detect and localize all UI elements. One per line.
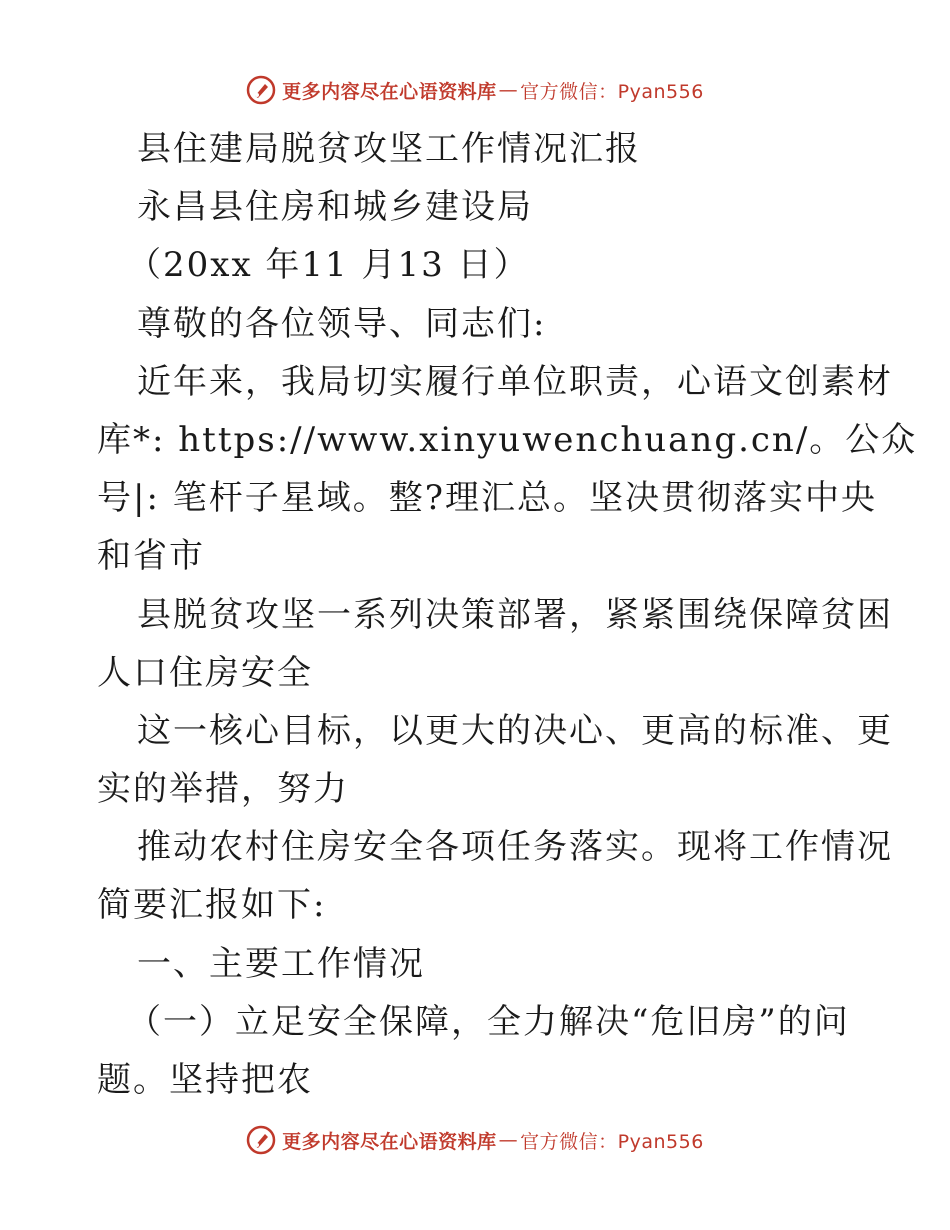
- paragraph-line: 实的举措，努力: [97, 769, 349, 810]
- paragraph-line: 和省市: [97, 536, 205, 577]
- header-watermark-banner: [0, 70, 950, 110]
- salutation: 尊敬的各位领导、同志们:: [137, 303, 547, 344]
- pen-nib-logo-icon: [246, 1125, 276, 1155]
- paragraph-line: 近年来，我局切实履行单位职责，心语文创素材: [137, 361, 893, 402]
- banner-dash: —: [498, 79, 519, 101]
- document-date: （20xx 年11 月13 日）: [127, 245, 530, 286]
- banner-main-text: 更多内容尽在心语资料库: [282, 80, 497, 103]
- section-heading: 一、主要工作情况: [137, 943, 425, 984]
- paragraph-line: 库*: https://www.xinyuwenchuang.cn/。公众: [97, 419, 918, 460]
- document-author: 永昌县住房和城乡建设局: [137, 187, 533, 228]
- paragraph-line: 号|: 笔杆子星域。整?理汇总。坚决贯彻落实中央: [97, 478, 877, 519]
- paragraph-line: 推动农村住房安全各项任务落实。现将工作情况: [137, 827, 893, 868]
- paragraph-line: 简要汇报如下:: [97, 885, 327, 926]
- banner-wechat-text: 官方微信：Pyan556: [520, 80, 704, 103]
- paragraph-line: 人口住房安全: [97, 652, 313, 693]
- subsection-heading: （一）立足安全保障，全力解决“危旧房”的问: [127, 1001, 850, 1042]
- banner-main-text: 更多内容尽在心语资料库: [282, 1130, 497, 1153]
- paragraph-line: 县脱贫攻坚一系列决策部署，紧紧围绕保障贫困: [137, 594, 893, 635]
- document-title: 县住建局脱贫攻坚工作情况汇报: [137, 129, 641, 169]
- footer-watermark-banner: [0, 1120, 950, 1160]
- banner-dash: —: [498, 1129, 519, 1151]
- document-body: [97, 120, 918, 1109]
- banner-wechat-text: 官方微信：Pyan556: [520, 1130, 704, 1153]
- paragraph-line: 这一核心目标，以更大的决心、更高的标准、更: [137, 710, 893, 751]
- paragraph-line: 题。坚持把农: [97, 1060, 313, 1100]
- pen-nib-logo-icon: [246, 75, 276, 105]
